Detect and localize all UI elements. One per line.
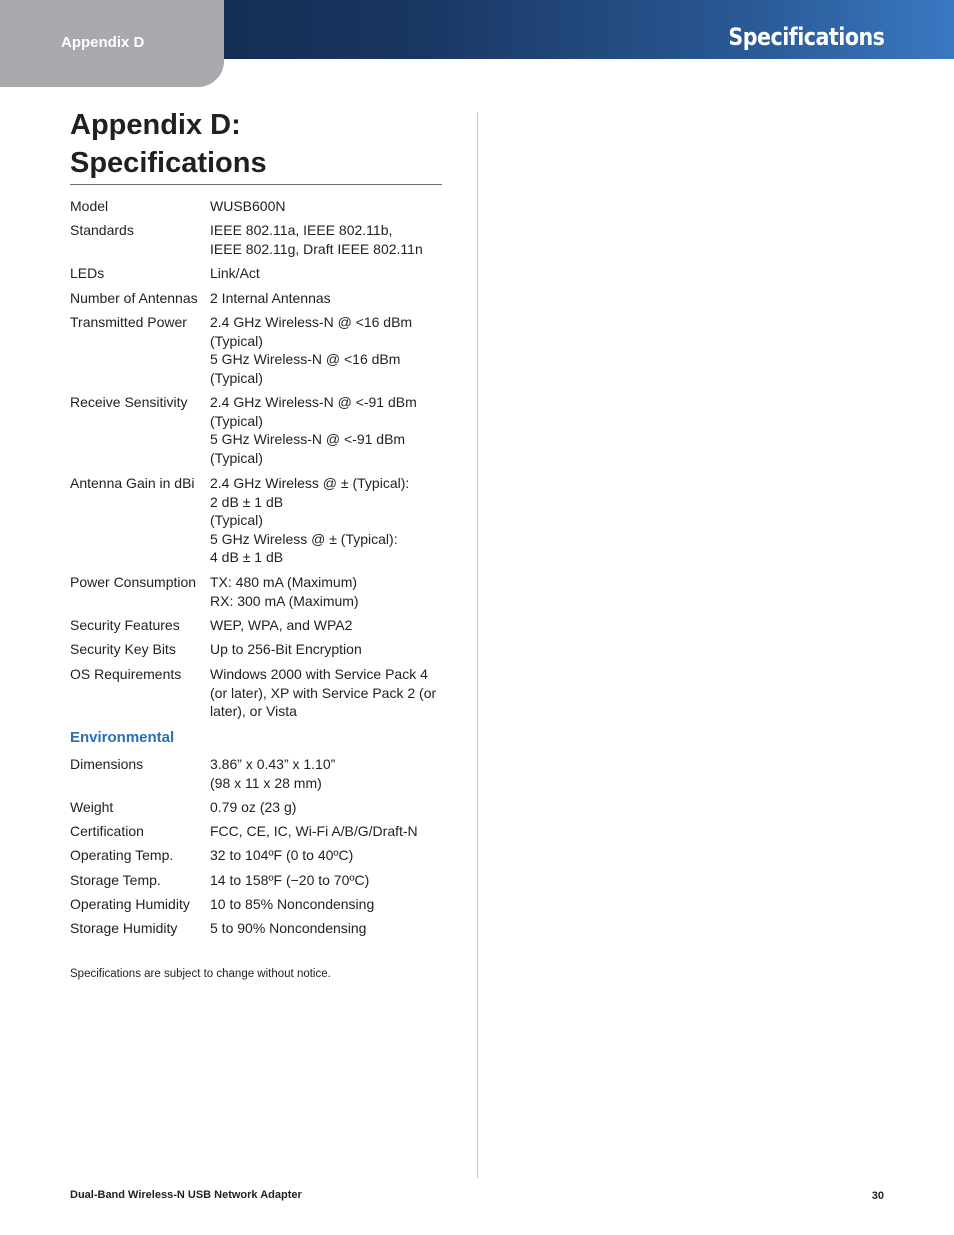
spec-value xyxy=(210,822,445,841)
spec-value xyxy=(210,846,445,865)
spec-label: Certification xyxy=(70,823,144,839)
spec-value xyxy=(210,755,445,792)
appendix-tab xyxy=(0,0,224,87)
spec-value xyxy=(210,313,445,387)
spec-value-line: 2.4 GHz Wireless-N @ <-91 dBm xyxy=(210,394,417,410)
spec-value-line: IEEE 802.11a, IEEE 802.11b, xyxy=(210,222,393,238)
spec-value xyxy=(210,393,445,467)
spec-value-line: 5 to 90% Noncondensing xyxy=(210,920,367,936)
spec-value-line: (or later), XP with Service Pack 2 (or xyxy=(210,684,437,701)
spec-label: Operating Temp. xyxy=(70,847,174,863)
spec-value-line: 14 to 158ºF (−20 to 70ºC) xyxy=(210,872,370,888)
footer-product-name: Dual-Band Wireless-N USB Network Adapter xyxy=(70,1189,302,1201)
spec-label: Storage Temp. xyxy=(70,872,161,888)
spec-label: OS Requirements xyxy=(70,666,182,682)
spec-value-line: Up to 256-Bit Encryption xyxy=(210,641,362,657)
spec-label: Transmitted Power xyxy=(70,314,187,330)
spec-value xyxy=(210,474,445,567)
appendix-tab-label: Appendix D xyxy=(61,34,145,51)
page-title-line2: Specifications xyxy=(70,147,267,179)
spec-value xyxy=(210,919,445,938)
spec-value xyxy=(210,573,445,610)
spec-value-line: 4 dB ± 1 dB xyxy=(210,549,284,566)
spec-value xyxy=(210,616,445,635)
spec-value-line: 5 GHz Wireless-N @ <16 dBm xyxy=(210,351,401,368)
spec-label: Antenna Gain in dBi xyxy=(70,475,195,491)
spec-label: Power Consumption xyxy=(70,574,197,590)
spec-label: Storage Humidity xyxy=(70,920,178,936)
spec-label: Dimensions xyxy=(70,756,144,772)
spec-value-line: RX: 300 mA (Maximum) xyxy=(210,592,359,609)
spec-value-line: 10 to 85% Noncondensing xyxy=(210,896,375,912)
spec-value-line: 32 to 104ºF (0 to 40ºC) xyxy=(210,847,354,863)
spec-value-line: (Typical) xyxy=(210,369,263,386)
spec-label: Operating Humidity xyxy=(70,896,190,912)
spec-label: Security Features xyxy=(70,617,180,633)
spec-value-line: (Typical) xyxy=(210,332,263,349)
spec-value-line: 2 dB ± 1 dB xyxy=(210,493,284,510)
section-title: Specifications xyxy=(727,23,884,51)
spec-value-line: (Typical) xyxy=(210,412,263,429)
spec-label: Security Key Bits xyxy=(70,641,176,657)
spec-value-line: TX: 480 mA (Maximum) xyxy=(210,574,358,590)
spec-value-line: 5 GHz Wireless @ ± (Typical): xyxy=(210,530,398,547)
column-divider xyxy=(477,112,478,1178)
spec-value-line: 0.79 oz (23 g) xyxy=(210,799,297,815)
spec-value xyxy=(210,197,445,216)
spec-value-line: Windows 2000 with Service Pack 4 xyxy=(210,666,428,682)
spec-label: Number of Antennas xyxy=(70,290,198,306)
spec-value xyxy=(210,798,445,817)
spec-value-line: 5 GHz Wireless-N @ <-91 dBm xyxy=(210,431,406,448)
footer-page-number: 30 xyxy=(871,1190,884,1202)
spec-value-line: 3.86” x 0.43” x 1.10” xyxy=(210,756,336,772)
spec-value-line: later), or Vista xyxy=(210,703,297,720)
spec-value xyxy=(210,871,445,890)
spec-value xyxy=(210,640,445,659)
spec-value-line: FCC, CE, IC, Wi-Fi A/B/G/Draft-N xyxy=(210,823,418,839)
spec-value-line: 2 Internal Antennas xyxy=(210,290,331,306)
spec-value-line: 2.4 GHz Wireless-N @ <16 dBm xyxy=(210,314,413,330)
spec-value xyxy=(210,264,445,283)
spec-value-line: (Typical) xyxy=(210,512,263,529)
spec-value xyxy=(210,895,445,914)
spec-value-line: WUSB600N xyxy=(210,198,286,214)
spec-value-line: (Typical) xyxy=(210,449,263,466)
spec-value xyxy=(210,221,445,258)
spec-value-line: (98 x 11 x 28 mm) xyxy=(210,774,322,791)
spec-label: Weight xyxy=(70,799,114,815)
spec-value xyxy=(210,665,445,721)
spec-value-line: IEEE 802.11g, Draft IEEE 802.11n xyxy=(210,240,423,257)
environmental-heading: Environmental xyxy=(70,729,175,746)
spec-value xyxy=(210,289,445,308)
page-title xyxy=(70,106,442,185)
spec-value-line: 2.4 GHz Wireless @ ± (Typical): xyxy=(210,475,410,491)
page-title-line1: Appendix D: xyxy=(70,109,241,141)
spec-label: LEDs xyxy=(70,265,105,281)
spec-label: Model xyxy=(70,198,109,214)
spec-value-line: WEP, WPA, and WPA2 xyxy=(210,617,353,633)
spec-value-line: Link/Act xyxy=(210,265,260,281)
spec-label: Standards xyxy=(70,222,134,238)
change-notice: Specifications are subject to change without notice. xyxy=(70,968,331,980)
spec-label: Receive Sensitivity xyxy=(70,394,188,410)
